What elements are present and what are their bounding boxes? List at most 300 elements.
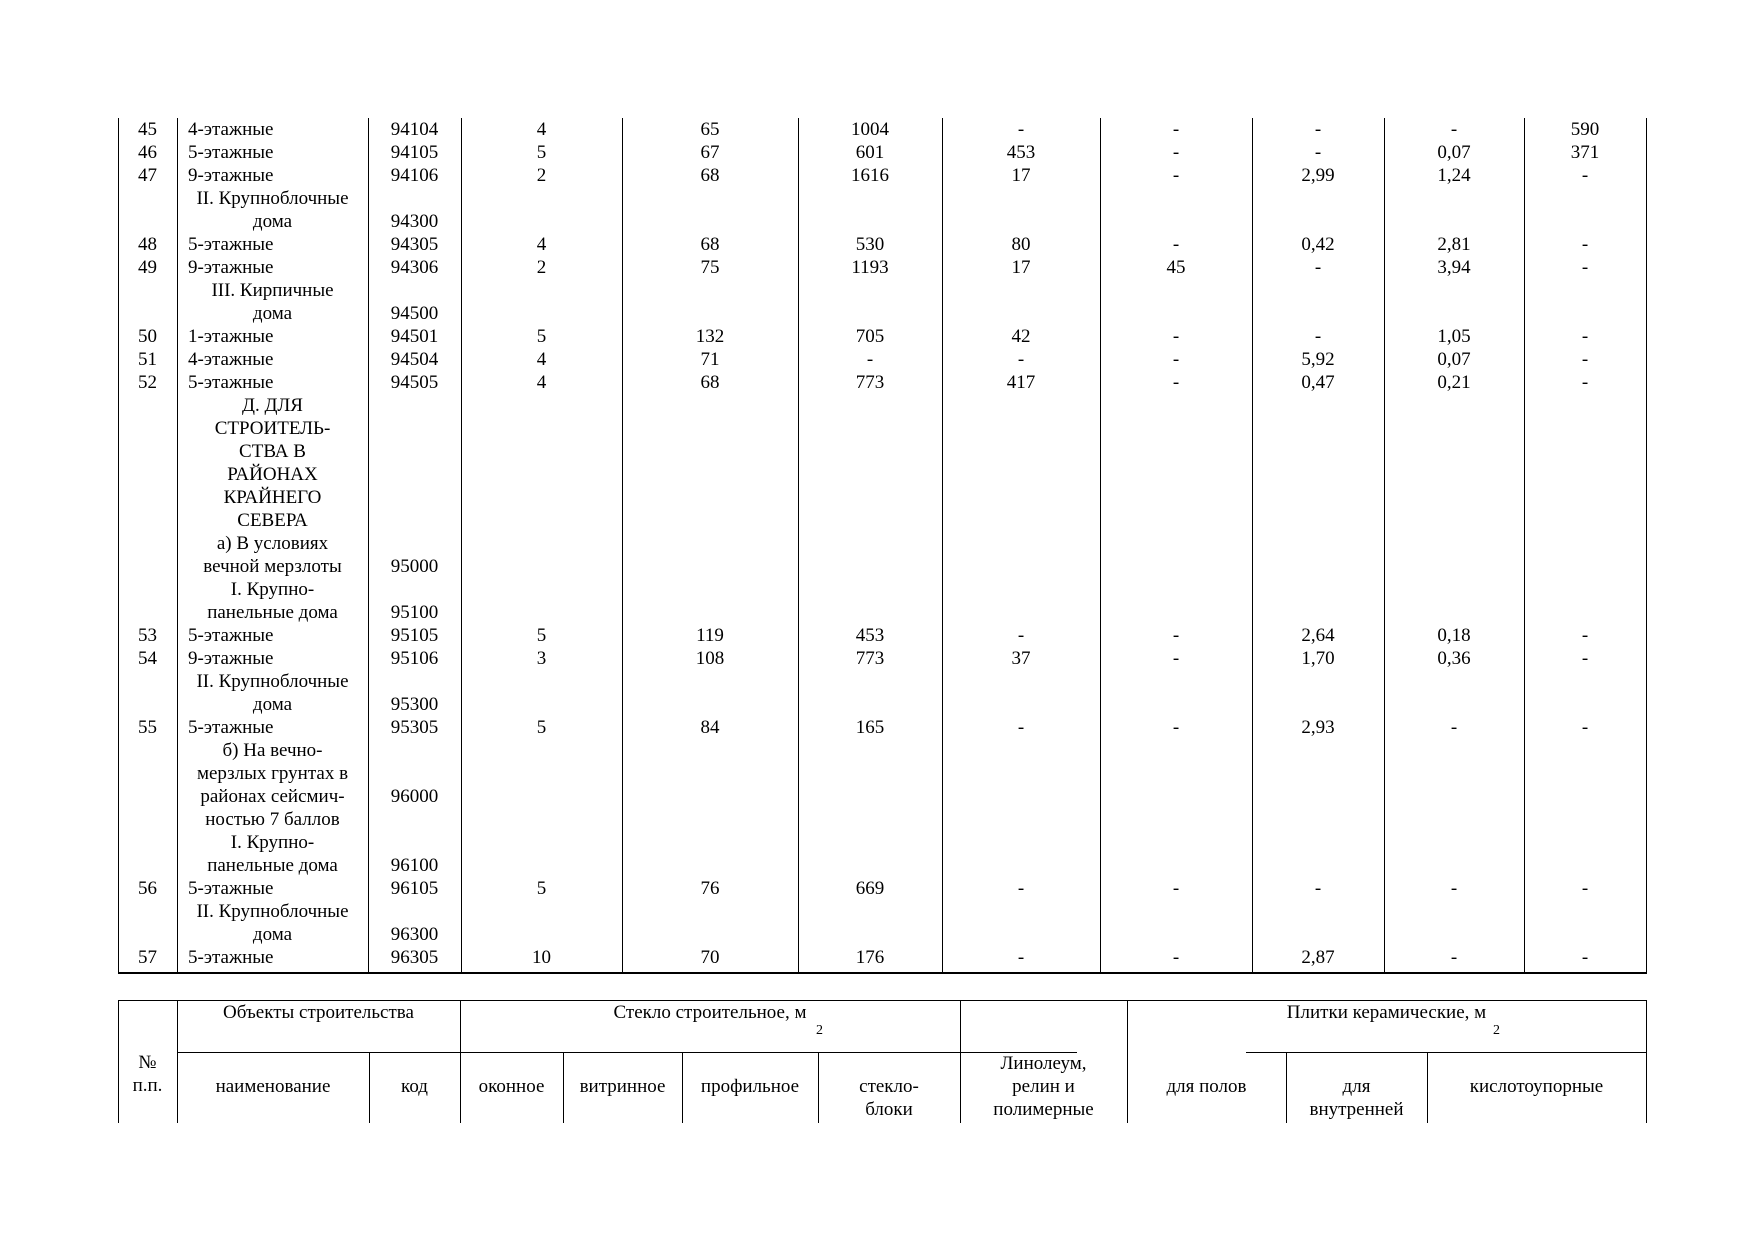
row-number: 56 (138, 878, 157, 899)
row-value-glass-blocks (942, 900, 1100, 923)
row-code (368, 670, 461, 693)
row-value-tiles-floor (1252, 900, 1384, 923)
row-value-glass-blocks: - (1017, 119, 1025, 140)
row-value-tiles-floor (1252, 279, 1384, 302)
row-value-tiles-floor (1252, 601, 1384, 624)
row-value-showcase (622, 394, 798, 417)
row-value-tiles-acid (1524, 785, 1646, 808)
row-code (368, 509, 461, 532)
row-value-window (461, 555, 622, 578)
row-value-profile (798, 762, 942, 785)
row-value-glass-blocks: 80 (1011, 234, 1031, 255)
row-value-showcase: 68 (700, 372, 720, 393)
table-row (118, 900, 1647, 923)
row-value-glass-blocks (942, 509, 1100, 532)
row-value-glass-blocks (942, 187, 1100, 210)
row-number (118, 463, 177, 486)
row-value-linoleum: - (1172, 234, 1180, 255)
row-code: 95105 (390, 625, 439, 646)
row-value-glass-blocks: 37 (1011, 648, 1031, 669)
row-value-window (461, 578, 622, 601)
row-name: 9-этажные (188, 257, 274, 278)
row-code: 95106 (390, 648, 439, 669)
row-value-window: 4 (536, 349, 547, 370)
table-row (118, 210, 1647, 233)
row-number (118, 532, 177, 555)
row-value-tiles-acid: - (1581, 165, 1589, 186)
row-value-showcase: 67 (700, 142, 720, 163)
row-number (118, 210, 177, 233)
row-code (368, 578, 461, 601)
row-value-showcase (622, 417, 798, 440)
row-number (118, 739, 177, 762)
header-window: оконное (478, 1076, 545, 1097)
row-value-glass-blocks (942, 601, 1100, 624)
row-value-linoleum (1100, 785, 1252, 808)
row-value-showcase: 70 (700, 947, 720, 968)
row-code: 96100 (390, 855, 439, 876)
row-value-linoleum (1100, 463, 1252, 486)
table-row (118, 578, 1647, 601)
row-value-showcase: 71 (700, 349, 720, 370)
row-value-tiles-floor (1252, 463, 1384, 486)
row-value-tiles-inner: - (1450, 119, 1458, 140)
table-row (118, 463, 1647, 486)
table-row (118, 624, 1647, 647)
row-name: 5-этажные (188, 234, 274, 255)
row-code (368, 279, 461, 302)
row-value-tiles-acid (1524, 693, 1646, 716)
row-value-tiles-inner (1384, 394, 1524, 417)
row-value-linoleum (1100, 670, 1252, 693)
row-value-tiles-inner (1384, 601, 1524, 624)
row-value-tiles-inner: 0,36 (1437, 648, 1471, 669)
row-value-tiles-inner (1384, 808, 1524, 831)
row-value-tiles-inner (1384, 555, 1524, 578)
row-code (368, 486, 461, 509)
row-number (118, 440, 177, 463)
table-row (118, 946, 1647, 969)
row-value-tiles-acid (1524, 670, 1646, 693)
row-value-tiles-floor: 2,64 (1301, 625, 1335, 646)
row-value-glass-blocks (942, 808, 1100, 831)
row-value-showcase (622, 279, 798, 302)
header-linoleum-2: релин и (1012, 1076, 1075, 1097)
header-inner-1: для (1342, 1076, 1371, 1097)
row-value-window (461, 394, 622, 417)
table-row (118, 509, 1647, 532)
table-row (118, 555, 1647, 578)
row-value-tiles-inner: - (1450, 947, 1458, 968)
row-value-glass-blocks (942, 440, 1100, 463)
row-value-tiles-floor (1252, 532, 1384, 555)
row-code: 94105 (390, 142, 439, 163)
row-number: 53 (138, 625, 157, 646)
row-value-tiles-floor (1252, 417, 1384, 440)
row-name: II. Крупноблочные (196, 901, 349, 922)
row-value-tiles-floor: 2,93 (1301, 717, 1335, 738)
row-value-showcase (622, 854, 798, 877)
row-value-tiles-floor (1252, 509, 1384, 532)
row-value-showcase (622, 532, 798, 555)
table-row (118, 233, 1647, 256)
row-code: 95305 (390, 717, 439, 738)
row-value-linoleum (1100, 854, 1252, 877)
row-value-glass-blocks: - (1017, 625, 1025, 646)
row-value-profile (798, 601, 942, 624)
row-value-tiles-inner (1384, 831, 1524, 854)
row-value-tiles-inner (1384, 486, 1524, 509)
row-value-linoleum: - (1172, 878, 1180, 899)
row-code: 94501 (390, 326, 439, 347)
row-number: 49 (138, 257, 157, 278)
header-glass: Стекло строительное, м 2 (460, 1001, 960, 1024)
row-value-glass-blocks: 42 (1011, 326, 1031, 347)
row-code (368, 532, 461, 555)
row-value-showcase: 76 (700, 878, 720, 899)
row-value-tiles-acid (1524, 601, 1646, 624)
row-value-tiles-floor (1252, 555, 1384, 578)
row-number (118, 670, 177, 693)
row-number (118, 785, 177, 808)
row-value-linoleum: - (1172, 625, 1180, 646)
row-value-profile (798, 463, 942, 486)
row-value-linoleum: - (1172, 717, 1180, 738)
row-value-tiles-acid (1524, 210, 1646, 233)
row-number (118, 900, 177, 923)
row-value-tiles-acid (1524, 509, 1646, 532)
table-row (118, 601, 1647, 624)
row-value-tiles-inner (1384, 923, 1524, 946)
row-name: 9-этажные (188, 165, 274, 186)
row-value-window (461, 900, 622, 923)
row-value-showcase (622, 900, 798, 923)
row-code: 96300 (390, 924, 439, 945)
header-objects: Объекты строительства (223, 1002, 414, 1023)
row-value-tiles-inner (1384, 785, 1524, 808)
row-name: СТРОИТЕЛЬ- (214, 418, 331, 439)
row-code: 95000 (390, 556, 439, 577)
row-name: 5-этажные (188, 717, 274, 738)
row-value-tiles-inner (1384, 693, 1524, 716)
table-row (118, 394, 1647, 417)
row-value-tiles-acid (1524, 417, 1646, 440)
row-value-showcase (622, 693, 798, 716)
row-value-linoleum (1100, 486, 1252, 509)
row-code (368, 808, 461, 831)
row-value-glass-blocks: 17 (1011, 165, 1031, 186)
row-value-showcase: 132 (695, 326, 725, 347)
row-code (368, 417, 461, 440)
row-value-window (461, 509, 622, 532)
row-value-glass-blocks (942, 532, 1100, 555)
row-value-tiles-inner (1384, 670, 1524, 693)
row-number (118, 601, 177, 624)
row-value-tiles-floor (1252, 210, 1384, 233)
row-value-showcase (622, 785, 798, 808)
row-value-linoleum (1100, 440, 1252, 463)
row-name: I. Крупно- (230, 579, 315, 600)
row-value-tiles-inner: - (1450, 717, 1458, 738)
row-value-showcase (622, 187, 798, 210)
row-value-tiles-floor (1252, 440, 1384, 463)
row-value-glass-blocks (942, 923, 1100, 946)
header-inner-2: внутренней (1309, 1099, 1404, 1120)
row-value-tiles-acid (1524, 831, 1646, 854)
row-number (118, 693, 177, 716)
table-row (118, 164, 1647, 187)
row-value-tiles-inner (1384, 302, 1524, 325)
header-linoleum-3: полимерные (993, 1099, 1094, 1120)
row-value-tiles-inner: 1,24 (1437, 165, 1471, 186)
row-value-tiles-acid: - (1581, 947, 1589, 968)
header-glass-unit: 2 (816, 1023, 823, 1038)
table-row (118, 302, 1647, 325)
row-code: 95100 (390, 602, 439, 623)
row-value-tiles-floor: 2,99 (1301, 165, 1335, 186)
row-number (118, 417, 177, 440)
row-value-glass-blocks (942, 578, 1100, 601)
row-value-linoleum (1100, 808, 1252, 831)
row-value-showcase (622, 555, 798, 578)
table-row (118, 785, 1647, 808)
row-value-glass-blocks (942, 394, 1100, 417)
row-value-tiles-floor (1252, 394, 1384, 417)
row-value-tiles-inner (1384, 210, 1524, 233)
row-value-profile: 1616 (851, 165, 889, 186)
header-showcase: витринное (579, 1076, 666, 1097)
row-value-tiles-inner (1384, 463, 1524, 486)
header-profile: профильное (700, 1076, 800, 1097)
row-value-glass-blocks: - (1017, 717, 1025, 738)
row-number: 45 (138, 119, 157, 140)
row-value-glass-blocks (942, 486, 1100, 509)
row-number: 57 (138, 947, 157, 968)
materials-table (118, 118, 1647, 974)
table-row (118, 854, 1647, 877)
row-value-tiles-acid (1524, 279, 1646, 302)
row-code: 94306 (390, 257, 439, 278)
row-value-window (461, 670, 622, 693)
row-name: 1-этажные (188, 326, 274, 347)
row-value-glass-blocks (942, 670, 1100, 693)
row-number: 51 (138, 349, 157, 370)
row-value-linoleum (1100, 831, 1252, 854)
row-number: 47 (138, 165, 157, 186)
row-value-linoleum (1100, 762, 1252, 785)
row-value-window (461, 601, 622, 624)
row-value-linoleum: 45 (1166, 257, 1186, 278)
row-name: 5-этажные (188, 878, 274, 899)
row-code: 96000 (390, 786, 439, 807)
row-value-tiles-acid: - (1581, 234, 1589, 255)
row-number (118, 509, 177, 532)
header-code: код (401, 1076, 428, 1097)
row-name: КРАЙНЕГО (223, 487, 322, 508)
row-value-glass-blocks (942, 555, 1100, 578)
row-value-tiles-inner (1384, 187, 1524, 210)
row-value-tiles-acid (1524, 187, 1646, 210)
row-value-profile: 773 (855, 372, 885, 393)
row-value-tiles-acid: - (1581, 648, 1589, 669)
row-value-showcase (622, 578, 798, 601)
row-value-tiles-inner: 0,21 (1437, 372, 1471, 393)
row-value-tiles-acid (1524, 486, 1646, 509)
row-name: 4-этажные (188, 119, 274, 140)
row-value-window (461, 417, 622, 440)
row-value-tiles-acid (1524, 440, 1646, 463)
row-value-tiles-floor (1252, 578, 1384, 601)
row-number: 48 (138, 234, 157, 255)
row-value-window: 5 (536, 717, 547, 738)
row-number (118, 187, 177, 210)
row-value-tiles-floor: 0,47 (1301, 372, 1335, 393)
header-tiles-unit: 2 (1493, 1023, 1500, 1038)
row-value-glass-blocks: - (1017, 878, 1025, 899)
row-number (118, 279, 177, 302)
row-value-tiles-floor (1252, 693, 1384, 716)
row-value-tiles-floor (1252, 785, 1384, 808)
table-row (118, 647, 1647, 670)
row-name: III. Кирпичные (211, 280, 334, 301)
row-value-tiles-acid (1524, 532, 1646, 555)
row-value-linoleum (1100, 532, 1252, 555)
row-value-showcase (622, 762, 798, 785)
row-value-profile (798, 394, 942, 417)
row-value-profile: 176 (855, 947, 885, 968)
row-name: вечной мерзлоты (203, 556, 342, 577)
row-value-glass-blocks: - (1017, 947, 1025, 968)
row-value-tiles-inner (1384, 532, 1524, 555)
row-name: 5-этажные (188, 947, 274, 968)
row-value-tiles-inner (1384, 509, 1524, 532)
row-value-glass-blocks (942, 785, 1100, 808)
row-value-window (461, 279, 622, 302)
row-value-linoleum (1100, 509, 1252, 532)
row-value-tiles-acid: - (1581, 625, 1589, 646)
row-value-linoleum (1100, 279, 1252, 302)
row-value-window (461, 739, 622, 762)
row-value-showcase (622, 463, 798, 486)
row-number: 55 (138, 717, 157, 738)
header-blocks-1: стекло- (859, 1076, 919, 1097)
row-value-glass-blocks (942, 693, 1100, 716)
row-number (118, 831, 177, 854)
row-value-tiles-acid (1524, 555, 1646, 578)
row-value-window (461, 808, 622, 831)
row-value-profile: 453 (855, 625, 885, 646)
table-row (118, 762, 1647, 785)
row-value-window (461, 187, 622, 210)
row-value-showcase (622, 302, 798, 325)
row-value-tiles-floor: 5,92 (1301, 349, 1335, 370)
row-value-tiles-acid: - (1581, 257, 1589, 278)
row-value-tiles-floor: 1,70 (1301, 648, 1335, 669)
row-code (368, 394, 461, 417)
row-value-showcase: 108 (695, 648, 725, 669)
row-value-glass-blocks: 453 (1006, 142, 1036, 163)
table-row (118, 877, 1647, 900)
row-value-tiles-acid: 371 (1570, 142, 1600, 163)
row-value-window (461, 854, 622, 877)
row-name: СТВА В (239, 441, 306, 462)
row-value-tiles-inner: 0,07 (1437, 142, 1471, 163)
row-code (368, 831, 461, 854)
row-value-profile: 1193 (851, 257, 889, 278)
row-value-tiles-acid (1524, 854, 1646, 877)
row-value-window (461, 785, 622, 808)
row-name: а) В условиях (216, 533, 329, 554)
row-name: I. Крупно- (230, 832, 315, 853)
row-value-window (461, 486, 622, 509)
row-value-window: 4 (536, 234, 547, 255)
row-value-profile (798, 417, 942, 440)
row-value-tiles-acid (1524, 808, 1646, 831)
row-value-linoleum: - (1172, 349, 1180, 370)
row-name: 5-этажные (188, 625, 274, 646)
row-value-tiles-acid (1524, 762, 1646, 785)
row-value-profile (798, 693, 942, 716)
row-value-showcase (622, 808, 798, 831)
row-value-linoleum (1100, 187, 1252, 210)
row-name: II. Крупноблочные (196, 188, 349, 209)
row-code: 96305 (390, 947, 439, 968)
row-name: 5-этажные (188, 142, 274, 163)
row-number: 54 (138, 648, 157, 669)
header-tiles: Плитки керамические, м 2 (1127, 1001, 1646, 1024)
table-row (118, 256, 1647, 279)
row-value-tiles-floor (1252, 923, 1384, 946)
row-value-profile (798, 555, 942, 578)
header-acid: кислотоупорные (1469, 1076, 1604, 1097)
row-code: 94504 (390, 349, 439, 370)
row-value-profile: 165 (855, 717, 885, 738)
row-number (118, 302, 177, 325)
row-name: ностью 7 баллов (205, 809, 340, 830)
row-value-window (461, 463, 622, 486)
table-row (118, 532, 1647, 555)
row-value-showcase: 84 (700, 717, 720, 738)
row-number (118, 486, 177, 509)
row-value-tiles-floor (1252, 187, 1384, 210)
row-name: дома (252, 694, 293, 715)
table-row (118, 187, 1647, 210)
row-value-glass-blocks (942, 210, 1100, 233)
row-number: 50 (138, 326, 157, 347)
row-name: РАЙОНАХ (227, 464, 318, 485)
row-number (118, 762, 177, 785)
row-value-window: 3 (536, 648, 547, 669)
table-row (118, 808, 1647, 831)
row-value-linoleum: - (1172, 372, 1180, 393)
row-value-linoleum (1100, 210, 1252, 233)
row-value-profile: 705 (855, 326, 885, 347)
row-value-glass-blocks (942, 417, 1100, 440)
row-name: районах сейсмич- (200, 786, 345, 807)
row-value-profile (798, 440, 942, 463)
row-value-tiles-inner: - (1450, 878, 1458, 899)
row-value-profile (798, 785, 942, 808)
row-value-tiles-inner (1384, 440, 1524, 463)
row-value-tiles-floor (1252, 486, 1384, 509)
row-value-tiles-inner (1384, 417, 1524, 440)
row-value-profile (798, 486, 942, 509)
row-value-profile (798, 302, 942, 325)
row-value-linoleum (1100, 923, 1252, 946)
row-value-profile (798, 187, 942, 210)
row-name: II. Крупноблочные (196, 671, 349, 692)
row-value-glass-blocks (942, 854, 1100, 877)
